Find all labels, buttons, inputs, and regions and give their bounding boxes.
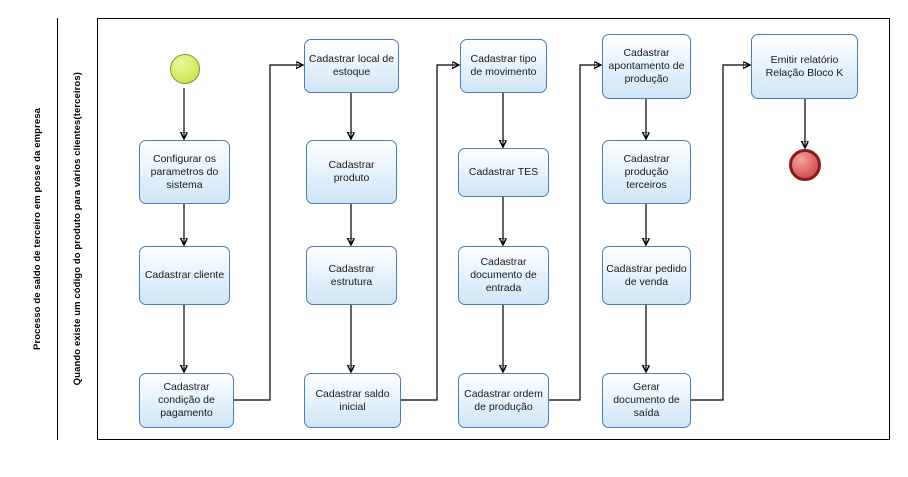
task-cadastrar-tipo-movimento[interactable]: Cadastrar tipo de movimento (460, 39, 547, 93)
task-cadastrar-tes[interactable]: Cadastrar TES (458, 148, 549, 197)
end-event[interactable] (789, 149, 821, 181)
pool-label-text: Processo de saldo de terceiro em posse da empresa (32, 108, 43, 350)
pool-label (18, 18, 58, 440)
task-cadastrar-ordem-producao[interactable]: Cadastrar ordem de produção (458, 373, 549, 428)
task-cadastrar-condicao-pagamento[interactable]: Cadastrar condição de pagamento (139, 373, 234, 428)
start-event[interactable] (170, 54, 200, 84)
task-cadastrar-pedido-venda[interactable]: Cadastrar pedido de venda (602, 246, 691, 305)
task-cadastrar-saldo-inicial[interactable]: Cadastrar saldo inicial (304, 373, 401, 428)
task-cadastrar-cliente[interactable]: Cadastrar cliente (139, 246, 230, 305)
task-gerar-documento-saida[interactable]: Gerar documento de saída (602, 373, 691, 428)
task-cadastrar-produto[interactable]: Cadastrar produto (306, 140, 397, 204)
task-cadastrar-estrutura[interactable]: Cadastrar estrutura (306, 246, 397, 305)
lane-label (58, 18, 98, 440)
task-emitir-relatorio-bloco-k[interactable]: Emitir relatório Relação Bloco K (751, 34, 858, 99)
lane-label-text: Quando existe um código do produto para vários clientes(terceiros) (72, 72, 83, 386)
task-configurar-parametros[interactable]: Configurar os parametros do sistema (139, 140, 230, 204)
task-cadastrar-apontamento-producao[interactable]: Cadastrar apontamento de produção (602, 34, 691, 99)
task-cadastrar-local-estoque[interactable]: Cadastrar local de estoque (304, 39, 399, 93)
task-cadastrar-documento-entrada[interactable]: Cadastrar documento de entrada (458, 246, 549, 305)
task-cadastrar-producao-terceiros[interactable]: Cadastrar produção terceiros (602, 140, 691, 204)
